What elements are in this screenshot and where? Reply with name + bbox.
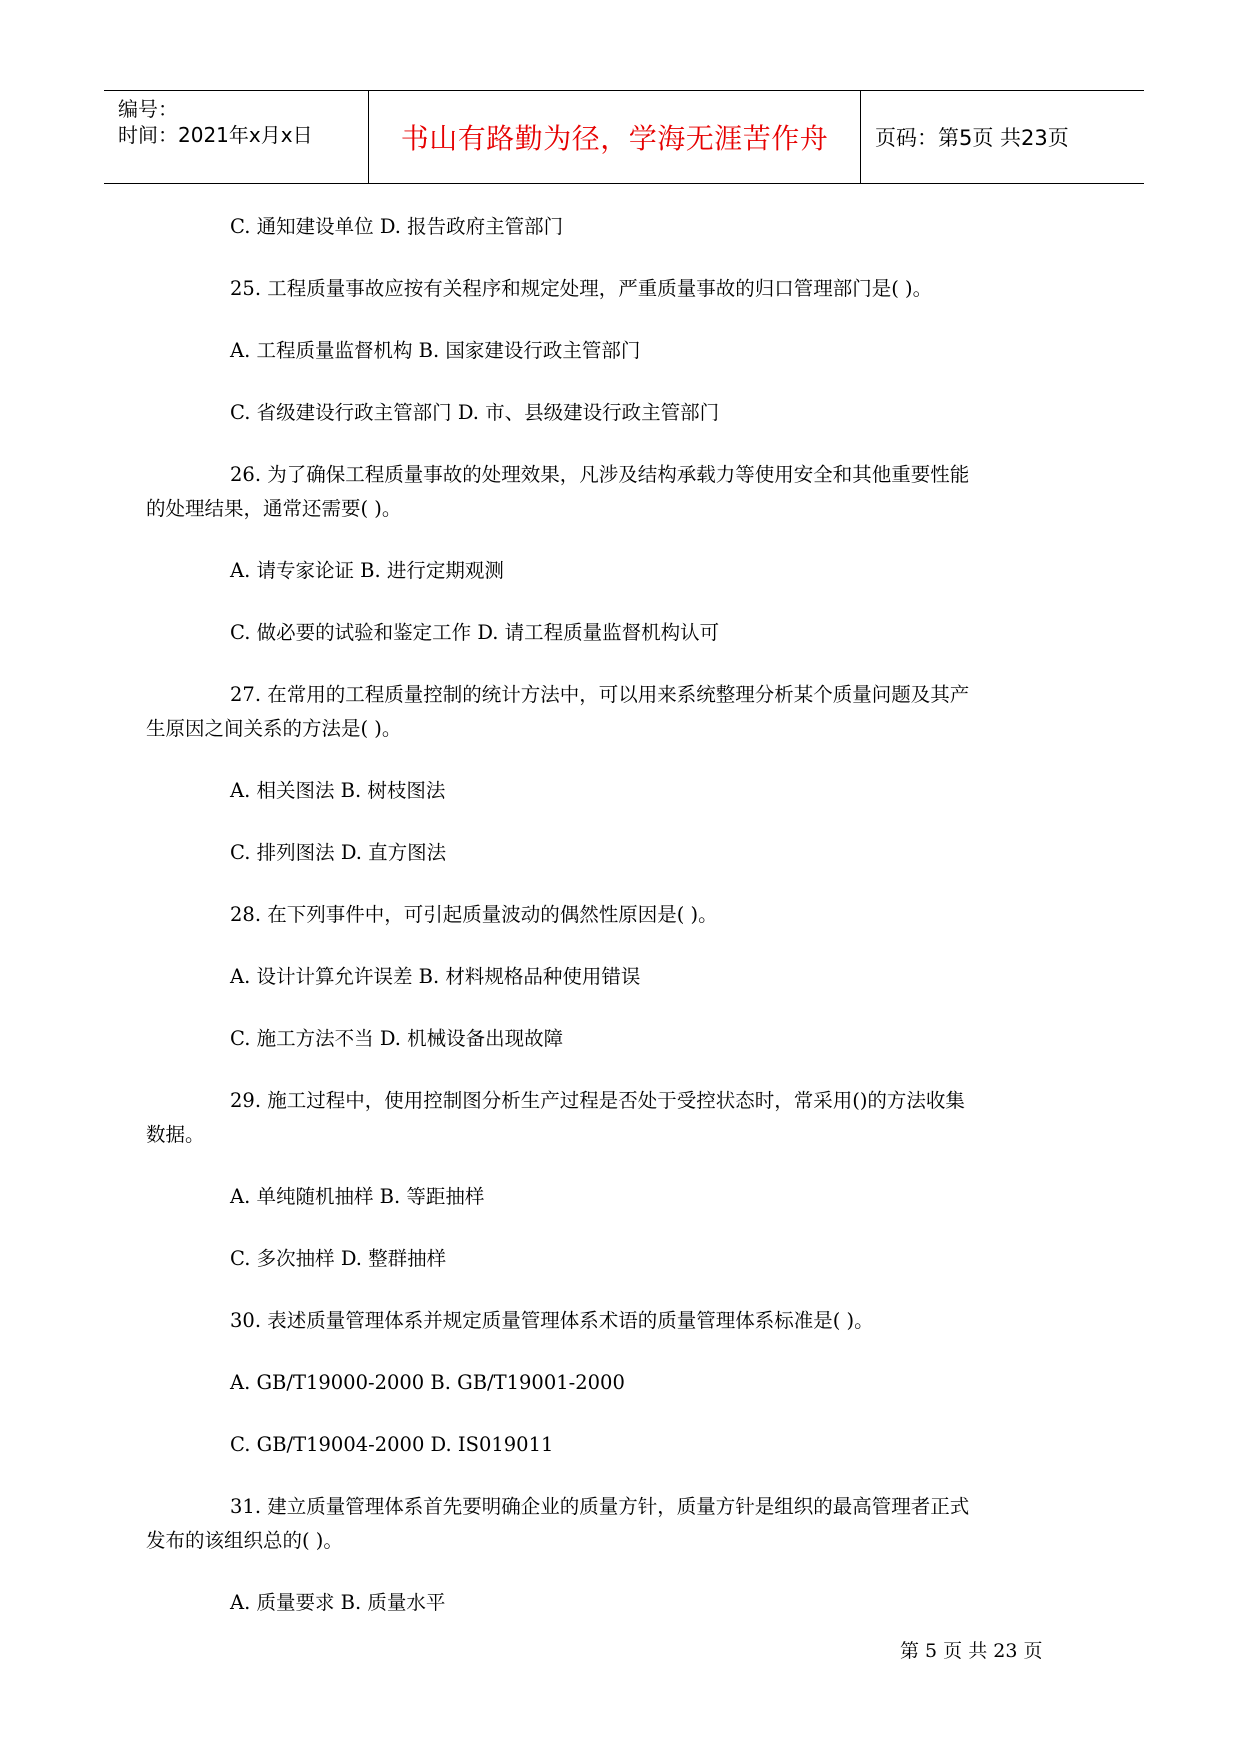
option-line: A. 相关图法 B. 树枝图法 (230, 779, 446, 802)
page-header (104, 90, 1144, 184)
option-line: A. 工程质量监督机构 B. 国家建设行政主管部门 (230, 339, 641, 362)
document-time-label: 时间：2021年x月x日 (118, 123, 313, 147)
question-27: 27. 在常用的工程质量控制的统计方法中，可以用来系统整理分析某个质量问题及其产 生原因之间关系的方法是( )。 (146, 683, 970, 740)
option-line: C. 通知建设单位 D. 报告政府主管部门 (230, 215, 564, 238)
document-body (146, 210, 1066, 1648)
question-26: 26. 为了确保工程质量事故的处理效果，凡涉及结构承载力等使用安全和其他重要性能 的处理结果，通常还需要( )。 (146, 463, 970, 520)
header-page-code: 页码：第5页 共23页 (875, 126, 1069, 150)
option-line: C. 施工方法不当 D. 机械设备出现故障 (230, 1027, 564, 1050)
question-31: 31. 建立质量管理体系首先要明确企业的质量方针，质量方针是组织的最高管理者正式 发布的该组织总的( )。 (146, 1495, 970, 1552)
option-line: C. GB/T19004-2000 D. IS019011 (230, 1433, 554, 1456)
question-30: 30. 表述质量管理体系并规定质量管理体系术语的质量管理体系标准是( )。 (230, 1309, 874, 1332)
header-motto: 书山有路勤为径，学海无涯苦作舟 (400, 122, 829, 155)
option-line: C. 多次抽样 D. 整群抽样 (230, 1247, 447, 1270)
option-line: C. 省级建设行政主管部门 D. 市、县级建设行政主管部门 (230, 401, 720, 424)
option-line: A. 设计计算允许误差 B. 材料规格品种使用错误 (230, 965, 641, 988)
option-line: A. 请专家论证 B. 进行定期观测 (230, 559, 504, 582)
question-28: 28. 在下列事件中，可引起质量波动的偶然性原因是( )。 (230, 903, 718, 926)
header-page-cell (861, 91, 1144, 183)
option-line: A. 单纯随机抽样 B. 等距抽样 (230, 1185, 485, 1208)
document-number-label: 编号： (118, 97, 178, 121)
header-info-cell (104, 91, 369, 183)
question-29: 29. 施工过程中，使用控制图分析生产过程是否处于受控状态时，常采用()的方法收集 数据。 (146, 1089, 965, 1146)
option-line: C. 排列图法 D. 直方图法 (230, 841, 447, 864)
question-25: 25. 工程质量事故应按有关程序和规定处理，严重质量事故的归口管理部门是( )。 (230, 277, 933, 300)
page-footer: 第 5 页 共 23 页 (900, 1640, 1043, 1662)
option-line: A. 质量要求 B. 质量水平 (230, 1591, 446, 1614)
option-line: C. 做必要的试验和鉴定工作 D. 请工程质量监督机构认可 (230, 621, 720, 644)
header-motto-cell (369, 91, 861, 183)
option-line: A. GB/T19000-2000 B. GB/T19001-2000 (230, 1371, 625, 1394)
